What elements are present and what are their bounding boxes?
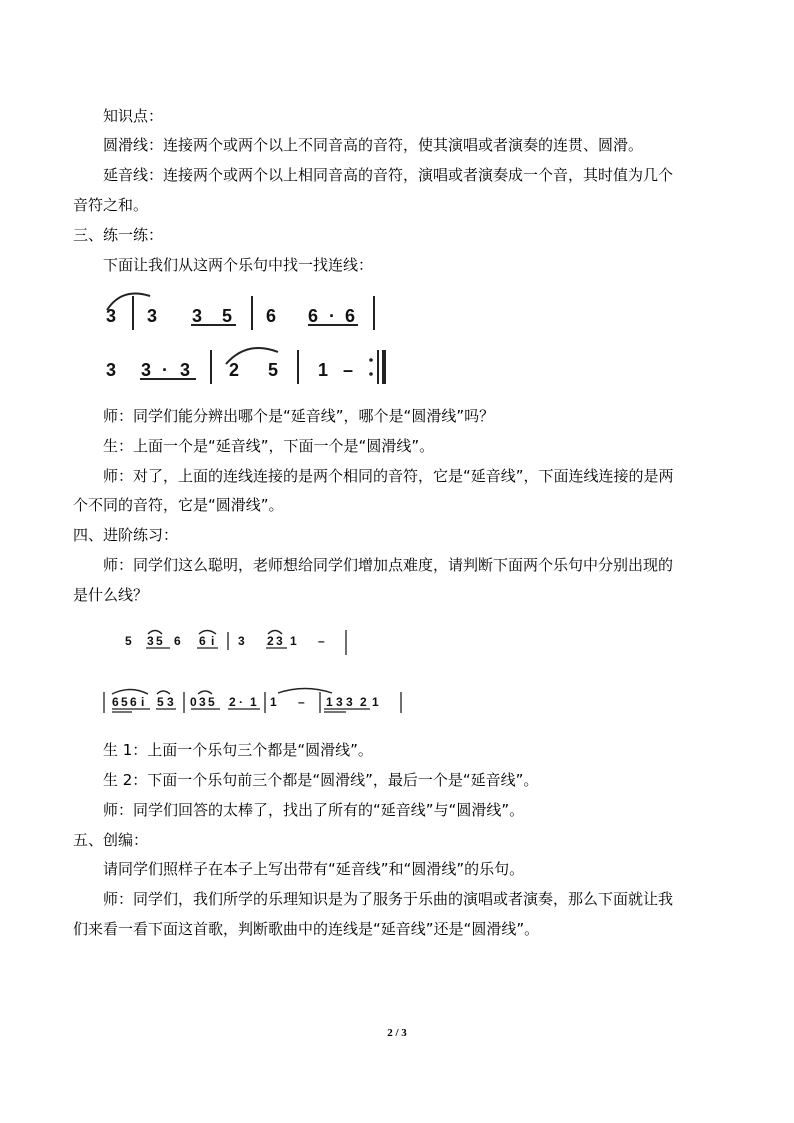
score-note: – [298, 695, 305, 709]
score-note: 3 [147, 634, 154, 648]
score-note: 6 [112, 695, 119, 709]
score-note: 3 [147, 306, 158, 326]
student-answer: 生：上面一个是“延音线”，下面一个是“圆滑线”。 [103, 437, 435, 455]
section-three-heading: 三、练一练： [73, 226, 164, 244]
score-note: 2 [360, 695, 367, 709]
score-note: 6 [345, 306, 356, 326]
score-note: 3 [336, 695, 343, 709]
score-note: 1 [290, 634, 297, 648]
score-note: 3 [238, 634, 245, 648]
score-note: 1 [326, 695, 333, 709]
score-note: 5 [208, 695, 215, 709]
score-note: i [141, 695, 145, 709]
teacher-challenge-line2: 是什么线？ [73, 586, 149, 604]
score-note: 3 [346, 695, 353, 709]
score-note: · [162, 360, 168, 380]
exercise-intro: 下面让我们从这两个乐句中找一找连线： [103, 256, 374, 274]
teacher-challenge-line1: 师：同学们这么聪明，老师想给同学们增加点难度，请判断下面两个乐句中分别出现的 [103, 556, 674, 574]
teacher-closing-line2: 们来看一看下面这首歌，判断歌曲中的连线是“延音线”还是“圆滑线”。 [73, 920, 540, 938]
score-note: 3 [192, 306, 203, 326]
teacher-praise: 师：同学们回答的太棒了，找出了所有的“延音线”与“圆滑线”。 [103, 801, 525, 819]
score-note: 6 [308, 306, 319, 326]
score-note: i [211, 634, 215, 648]
score-note: 2 [229, 695, 236, 709]
score-note: 3 [141, 360, 152, 380]
teacher-closing-line1: 师：同学们，我们所学的乐理知识是为了服务于乐曲的演唱或者演奏，那么下面就让我 [103, 890, 674, 908]
creation-task: 请同学们照样子在本子上写出带有“延音线”和“圆滑线”的乐句。 [103, 860, 525, 878]
score-note: 1 [250, 695, 257, 709]
score-note: 5 [156, 634, 163, 648]
tie-definition-line1: 延音线：连接两个或两个以上相同音高的音符，演唱或者演奏成一个音，其时值为几个 [103, 166, 674, 184]
score-note: 1 [372, 695, 379, 709]
score-note: 3 [199, 695, 206, 709]
score-note: 0 [190, 695, 197, 709]
knowledge-heading: 知识点： [103, 107, 164, 125]
page-number: 2 / 3 [387, 1027, 407, 1039]
score-note: · [329, 306, 335, 326]
section-five-heading: 五、创编： [73, 831, 149, 849]
slur-definition: 圆滑线：连接两个或两个以上不同音高的音符，使其演唱或者演奏的连贯、圆滑。 [103, 136, 644, 154]
tie-definition-line2: 音符之和。 [73, 196, 149, 214]
score-note: 6 [130, 695, 137, 709]
score-note: 5 [268, 360, 279, 380]
student1-answer: 生 1：上面一个乐句三个都是“圆滑线”。 [103, 741, 373, 759]
score-note: 3 [167, 695, 174, 709]
score-note: 6 [199, 634, 206, 648]
teacher-explain-line1: 师：对了，上面的连线连接的是两个相同的音符，它是“延音线”，下面连线连接的是两 [103, 467, 674, 485]
score-note: – [318, 634, 325, 648]
score-note: · [239, 695, 243, 709]
score-note: 5 [121, 695, 128, 709]
score-note: 3 [276, 634, 283, 648]
score-note: 3 [180, 360, 191, 380]
score-note: 3 [106, 360, 117, 380]
student2-answer: 生 2：下面一个乐句前三个都是“圆滑线”，最后一个是“延音线”。 [103, 771, 539, 789]
score-note: 6 [266, 306, 277, 326]
score-note: 5 [157, 695, 164, 709]
score-note: 6 [174, 634, 181, 648]
section-four-heading: 四、进阶练习： [73, 526, 179, 544]
score-note: 5 [125, 634, 132, 648]
score-note: – [343, 360, 354, 380]
score-note: 1 [270, 695, 277, 709]
score-note: 1 [318, 360, 329, 380]
score-note: 2 [229, 360, 240, 380]
score-note: 5 [222, 306, 233, 326]
score-note: 3 [106, 306, 117, 326]
teacher-explain-line2: 个不同的音符，它是“圆滑线”。 [73, 496, 284, 514]
score-note: 2 [267, 634, 274, 648]
teacher-question: 师：同学们能分辨出哪个是“延音线”，哪个是“圆滑线”吗？ [103, 407, 495, 425]
